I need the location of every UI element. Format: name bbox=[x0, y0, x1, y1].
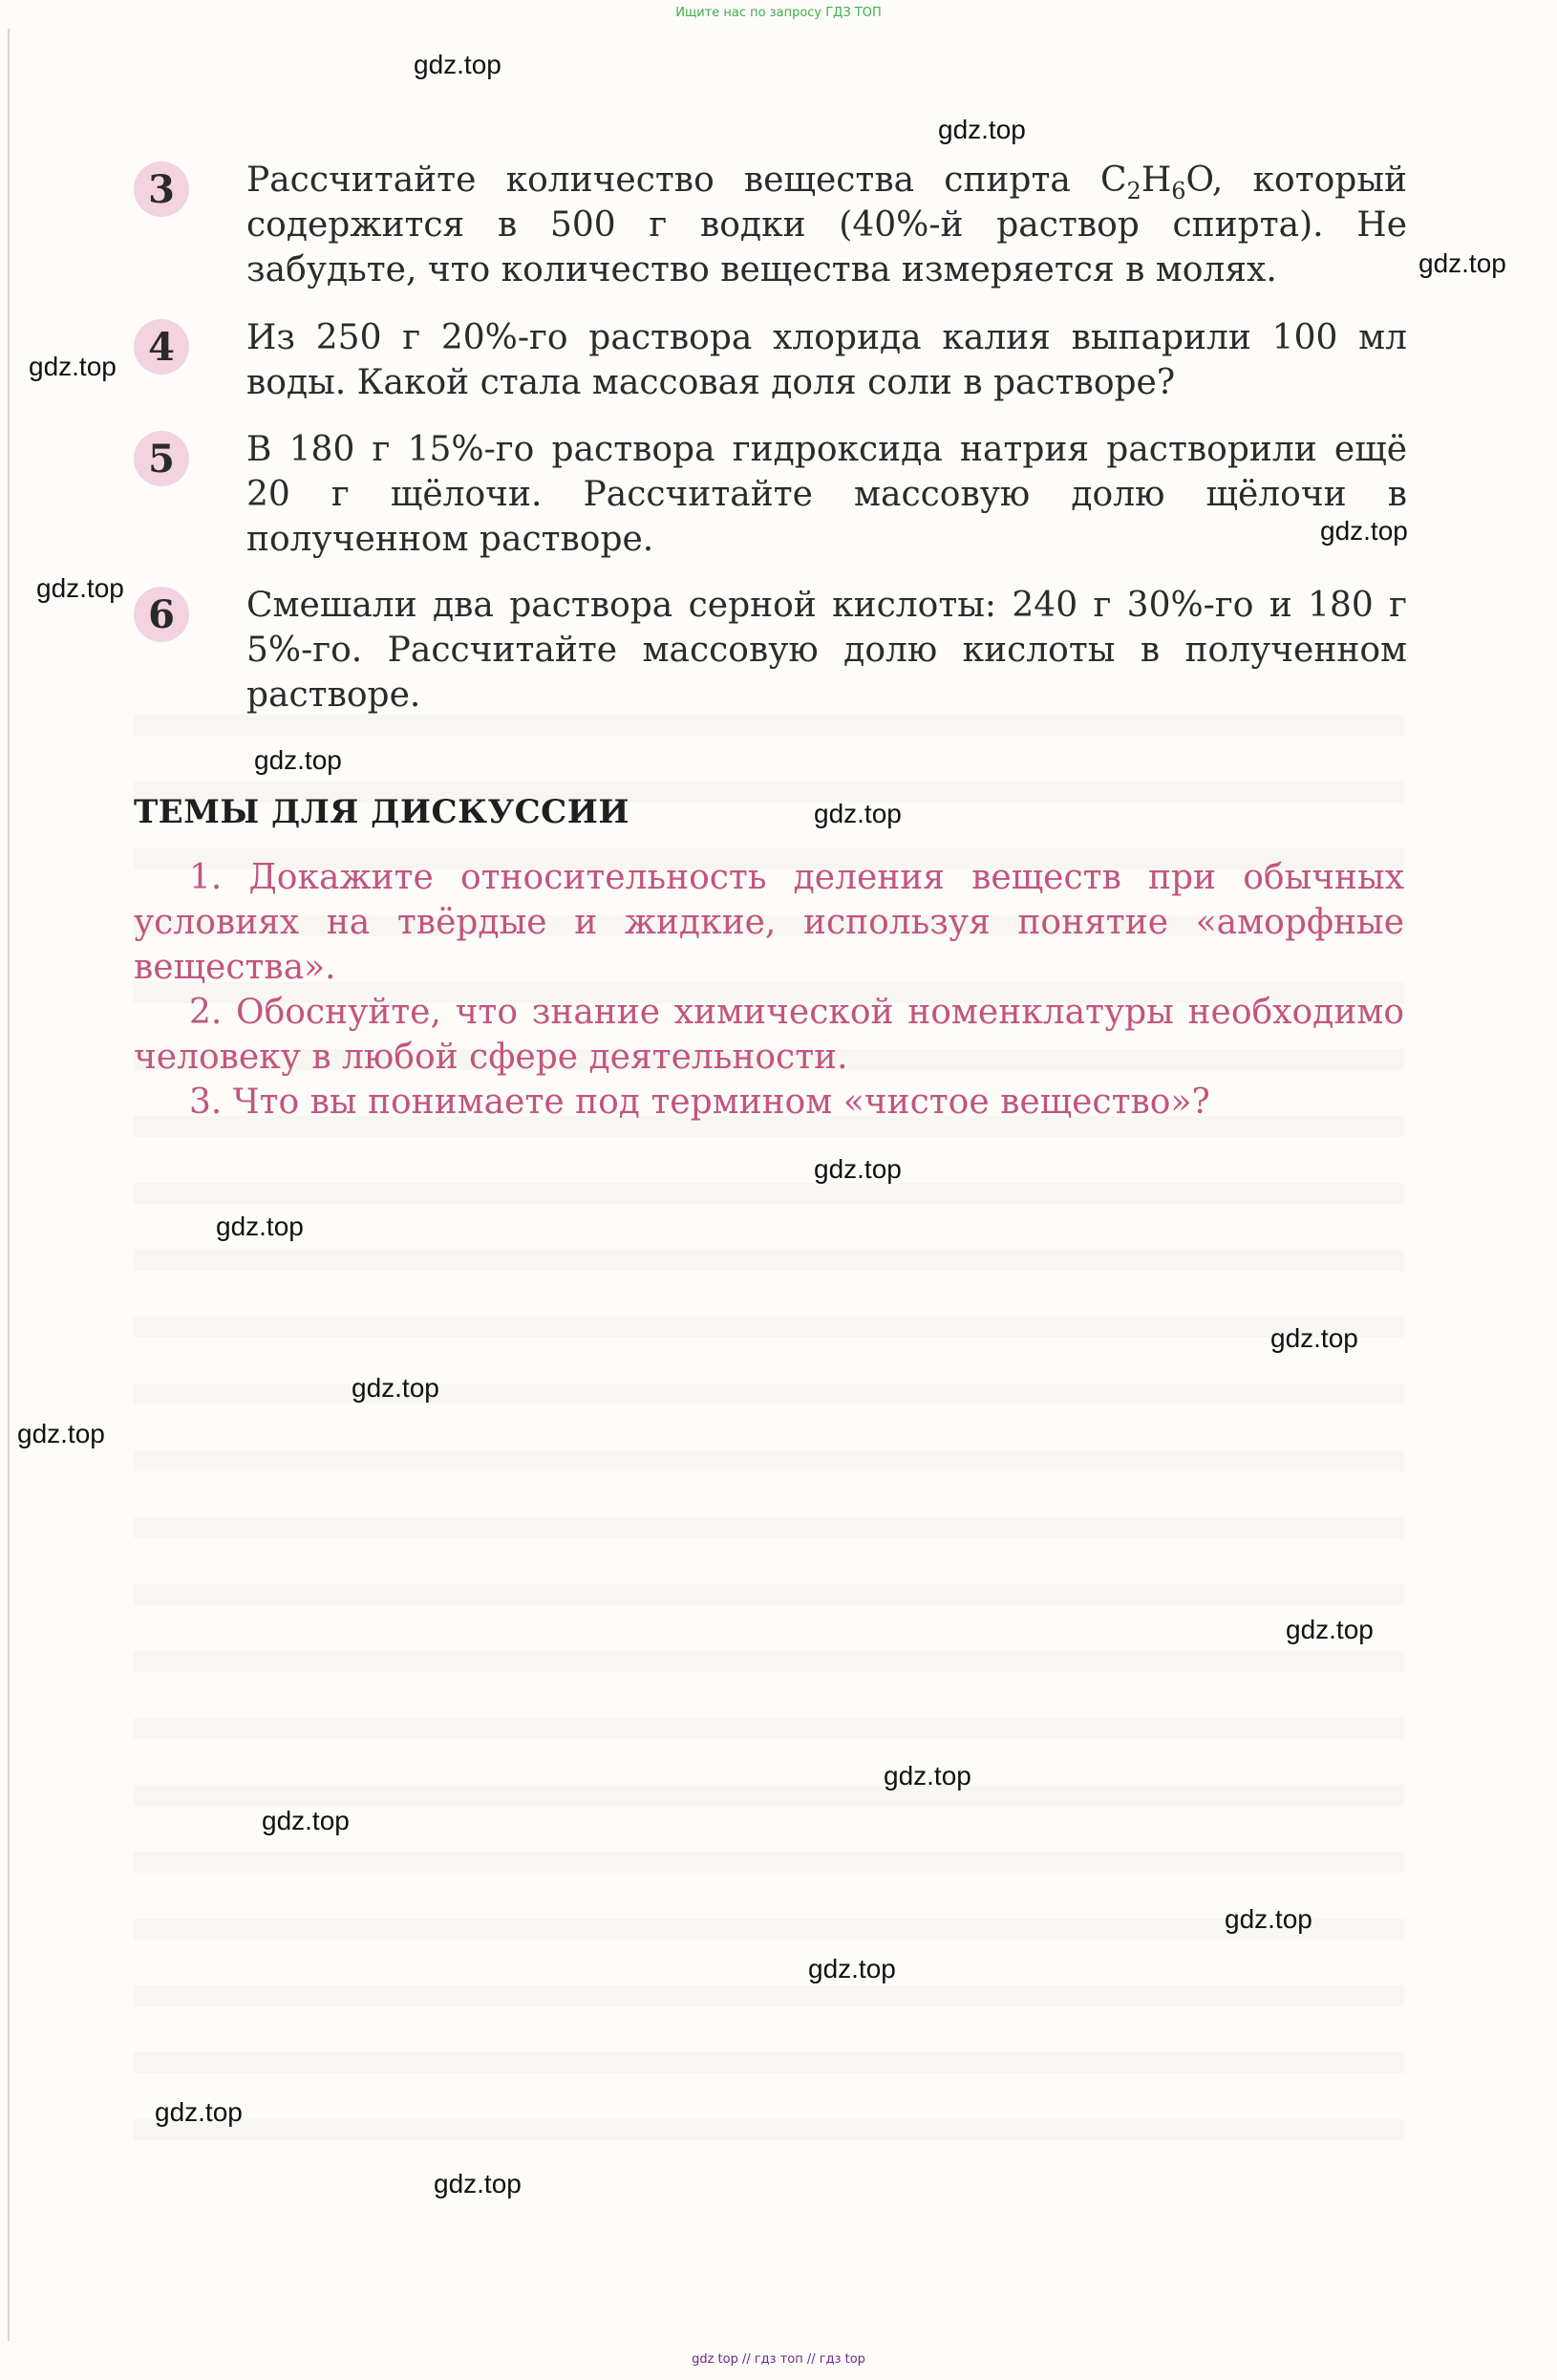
discussion-topics bbox=[134, 855, 1404, 1125]
discussion-item: 3. Что вы понимаете под термином «чистое вещество»? bbox=[189, 1083, 1210, 1122]
watermark: gdz.top bbox=[1320, 516, 1408, 546]
watermark: gdz.top bbox=[262, 1806, 350, 1835]
watermark: gdz.top bbox=[884, 1761, 971, 1790]
watermark: gdz.top bbox=[1418, 248, 1506, 278]
task-text: В 180 г 15%-го раствора гидроксида натрия растворили ещё 20 г щёлочи. Рассчитайте массовую долю щёлочи в полученном растворе. bbox=[246, 430, 1407, 559]
watermark: gdz.top bbox=[808, 1954, 896, 1983]
watermark: gdz.top bbox=[254, 745, 342, 775]
watermark: gdz.top bbox=[352, 1373, 439, 1403]
watermark: gdz.top bbox=[1225, 1904, 1312, 1934]
watermark: gdz.top bbox=[1270, 1323, 1358, 1353]
top-banner: Ищите нас по запросу ГДЗ ТОП bbox=[675, 6, 882, 20]
task-text: Из 250 г 20%-го раствора хлорида калия выпарили 100 мл воды. Какой стала массовая доля соли в растворе? bbox=[246, 318, 1407, 402]
watermark: gdz.top bbox=[938, 115, 1026, 144]
watermark: gdz.top bbox=[36, 573, 124, 603]
watermark: gdz.top bbox=[814, 1154, 902, 1184]
discussion-item: 2. Обоснуйте, что знание химической номенклатуры необходимо человеку в любой сфере деятельности. bbox=[134, 993, 1404, 1077]
discussion-item: 1. Докажите относительность деления веществ при обычных условиях на твёрдые и жидкие, используя понятие «аморфные вещества». bbox=[134, 858, 1404, 987]
watermark: gdz.top bbox=[216, 1211, 304, 1241]
watermark: gdz.top bbox=[17, 1419, 105, 1448]
watermark: gdz.top bbox=[814, 799, 902, 828]
bottom-banner: gdz top // гдз топ // гдз top bbox=[692, 2352, 865, 2367]
task-number-badge: 3 bbox=[134, 161, 189, 217]
watermark: gdz.top bbox=[414, 50, 501, 79]
task-number-badge: 5 bbox=[134, 431, 189, 486]
task-text: Рассчитайте количество вещества спирта $C_2H_6O$, который содержится в 500 г водки (40%-й раствор спирта). Не забудьте, что количество вещества измеряется в молях. bbox=[246, 161, 1407, 289]
watermark: gdz.top bbox=[29, 352, 117, 381]
task-text: Смешали два раствора серной кислоты: 240 г 30%-го и 180 г 5%-го. Рассчитайте массовую долю кислоты в полученном растворе. bbox=[246, 586, 1407, 715]
task-number-badge: 6 bbox=[134, 587, 189, 642]
watermark: gdz.top bbox=[1286, 1615, 1374, 1644]
watermark: gdz.top bbox=[434, 2169, 522, 2198]
section-title: ТЕМЫ ДЛЯ ДИСКУССИИ bbox=[134, 793, 629, 831]
watermark: gdz.top bbox=[155, 2097, 243, 2127]
page-edge bbox=[8, 29, 10, 2341]
task-number-badge: 4 bbox=[134, 319, 189, 375]
